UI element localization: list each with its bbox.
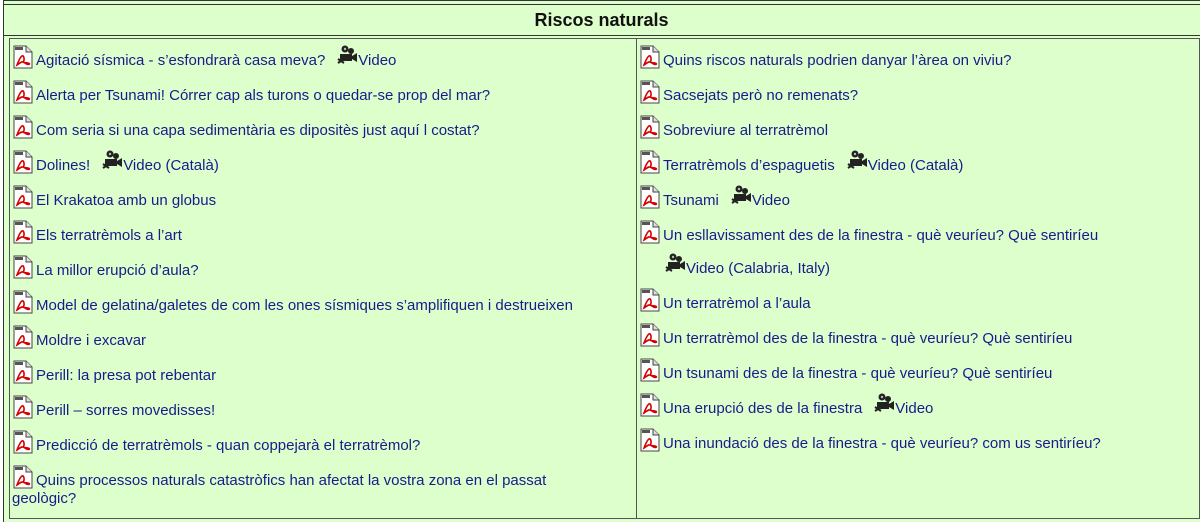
list-item (639, 150, 1189, 175)
pdf-icon[interactable] (12, 360, 34, 384)
list-item (12, 395, 612, 420)
list-item (639, 393, 1189, 418)
pdf-icon[interactable] (12, 220, 34, 244)
pdf-link[interactable]: Sacsejats però no remenats? (663, 87, 859, 104)
list-item (12, 465, 612, 508)
film-camera-icon[interactable] (337, 45, 357, 67)
list-item (12, 45, 612, 70)
pdf-icon[interactable] (639, 288, 661, 312)
pdf-icon[interactable] (12, 465, 34, 489)
right-column (636, 38, 1200, 519)
pdf-link[interactable]: Agitació sísmica - s’esfondrarà casa meva? (36, 52, 326, 69)
list-item (12, 255, 612, 280)
pdf-icon[interactable] (639, 115, 661, 139)
pdf-icon[interactable] (639, 358, 661, 382)
pdf-link[interactable]: Perill – sorres movedisses! (36, 402, 216, 419)
pdf-link[interactable]: Quins riscos naturals podrien danyar l’àrea on viviu? (663, 52, 1012, 69)
pdf-link[interactable]: Alerta per Tsunami! Córrer cap als turons o quedar-se prop del mar? (36, 87, 491, 104)
pdf-link[interactable]: Una inundació des de la finestra - què veuríeu? com us sentiríeu? (663, 435, 1101, 452)
pdf-link[interactable]: Terratrèmols d’espaguetis (663, 157, 835, 174)
film-camera-icon[interactable] (874, 393, 894, 415)
video-link[interactable]: Video (895, 400, 934, 417)
pdf-icon[interactable] (12, 115, 34, 139)
film-camera-icon[interactable] (102, 150, 122, 172)
pdf-icon[interactable] (12, 430, 34, 454)
pdf-link[interactable]: Moldre i excavar (36, 332, 147, 349)
pdf-icon[interactable] (639, 150, 661, 174)
pdf-link[interactable]: Un terratrèmol a l’aula (663, 295, 811, 312)
list-item (12, 185, 612, 210)
list-item (639, 220, 1189, 245)
video-link[interactable]: Video (358, 52, 397, 69)
video-link[interactable]: Video (Català) (867, 157, 964, 174)
pdf-icon[interactable] (639, 393, 661, 417)
video-link[interactable]: Video (Calabria, Italy) (686, 260, 830, 277)
pdf-icon[interactable] (12, 150, 34, 174)
list-item (12, 150, 612, 175)
pdf-icon[interactable] (12, 395, 34, 419)
list-item (639, 253, 1189, 278)
film-camera-icon[interactable] (847, 150, 867, 172)
pdf-link-continued[interactable]: geològic? (12, 490, 77, 507)
film-camera-icon[interactable] (731, 185, 751, 207)
list-item (12, 290, 612, 315)
pdf-link[interactable]: Quins processos naturals catastròfics han afectat la vostra zona en el passat (36, 472, 547, 489)
pdf-link[interactable]: Perill: la presa pot rebentar (36, 367, 217, 384)
list-item (12, 325, 612, 350)
list-item (639, 115, 1189, 140)
list-item (12, 430, 612, 455)
pdf-icon[interactable] (639, 185, 661, 209)
pdf-icon[interactable] (12, 290, 34, 314)
list-item (12, 220, 612, 245)
list-item (639, 323, 1189, 348)
list-item (639, 428, 1189, 453)
pdf-link[interactable]: Predicció de terratrèmols - quan coppejarà el terratrèmol? (36, 437, 421, 454)
section-title: Riscos naturals (3, 4, 1200, 36)
pdf-link[interactable]: Dolines! (36, 157, 91, 174)
pdf-icon[interactable] (12, 45, 34, 69)
pdf-link[interactable]: Un esllavissament des de la finestra - què veuríeu? Què sentiríeu (663, 227, 1099, 244)
pdf-icon[interactable] (12, 325, 34, 349)
pdf-icon[interactable] (639, 80, 661, 104)
pdf-link[interactable]: Sobreviure al terratrèmol (663, 122, 829, 139)
video-link[interactable]: Video (Català) (123, 157, 219, 174)
pdf-link[interactable]: Tsunami (663, 192, 719, 209)
list-item (639, 288, 1189, 313)
pdf-icon[interactable] (639, 220, 661, 244)
film-camera-icon[interactable] (665, 253, 685, 275)
pdf-icon[interactable] (639, 428, 661, 452)
list-item (639, 185, 1189, 210)
list-item (639, 358, 1189, 383)
list-item (12, 115, 612, 140)
pdf-icon[interactable] (639, 323, 661, 347)
pdf-link[interactable]: Un terratrèmol des de la finestra - què veuríeu? Què sentiríeu (663, 330, 1073, 347)
pdf-link[interactable]: Els terratrèmols a l’art (36, 227, 182, 244)
pdf-link[interactable]: La millor erupció d’aula? (36, 262, 199, 279)
list-item (639, 45, 1189, 70)
list-item (639, 80, 1189, 105)
pdf-link[interactable]: Una erupció des de la finestra (663, 400, 863, 417)
pdf-link[interactable]: Com seria si una capa sedimentària es dipositès just aquí l costat? (36, 122, 480, 139)
pdf-link[interactable]: Model de gelatina/galetes de com les ones sísmiques s’amplifiquen i destrueixen (36, 297, 573, 314)
list-item (12, 80, 612, 105)
pdf-link[interactable]: Un tsunami des de la finestra - què veuríeu? Què sentiríeu (663, 365, 1053, 382)
pdf-icon[interactable] (639, 45, 661, 69)
pdf-icon[interactable] (12, 80, 34, 104)
video-link[interactable]: Video (751, 192, 790, 209)
left-column (9, 38, 636, 519)
pdf-icon[interactable] (12, 255, 34, 279)
list-item (12, 360, 612, 385)
pdf-link[interactable]: El Krakatoa amb un globus (36, 192, 217, 209)
pdf-icon[interactable] (12, 185, 34, 209)
